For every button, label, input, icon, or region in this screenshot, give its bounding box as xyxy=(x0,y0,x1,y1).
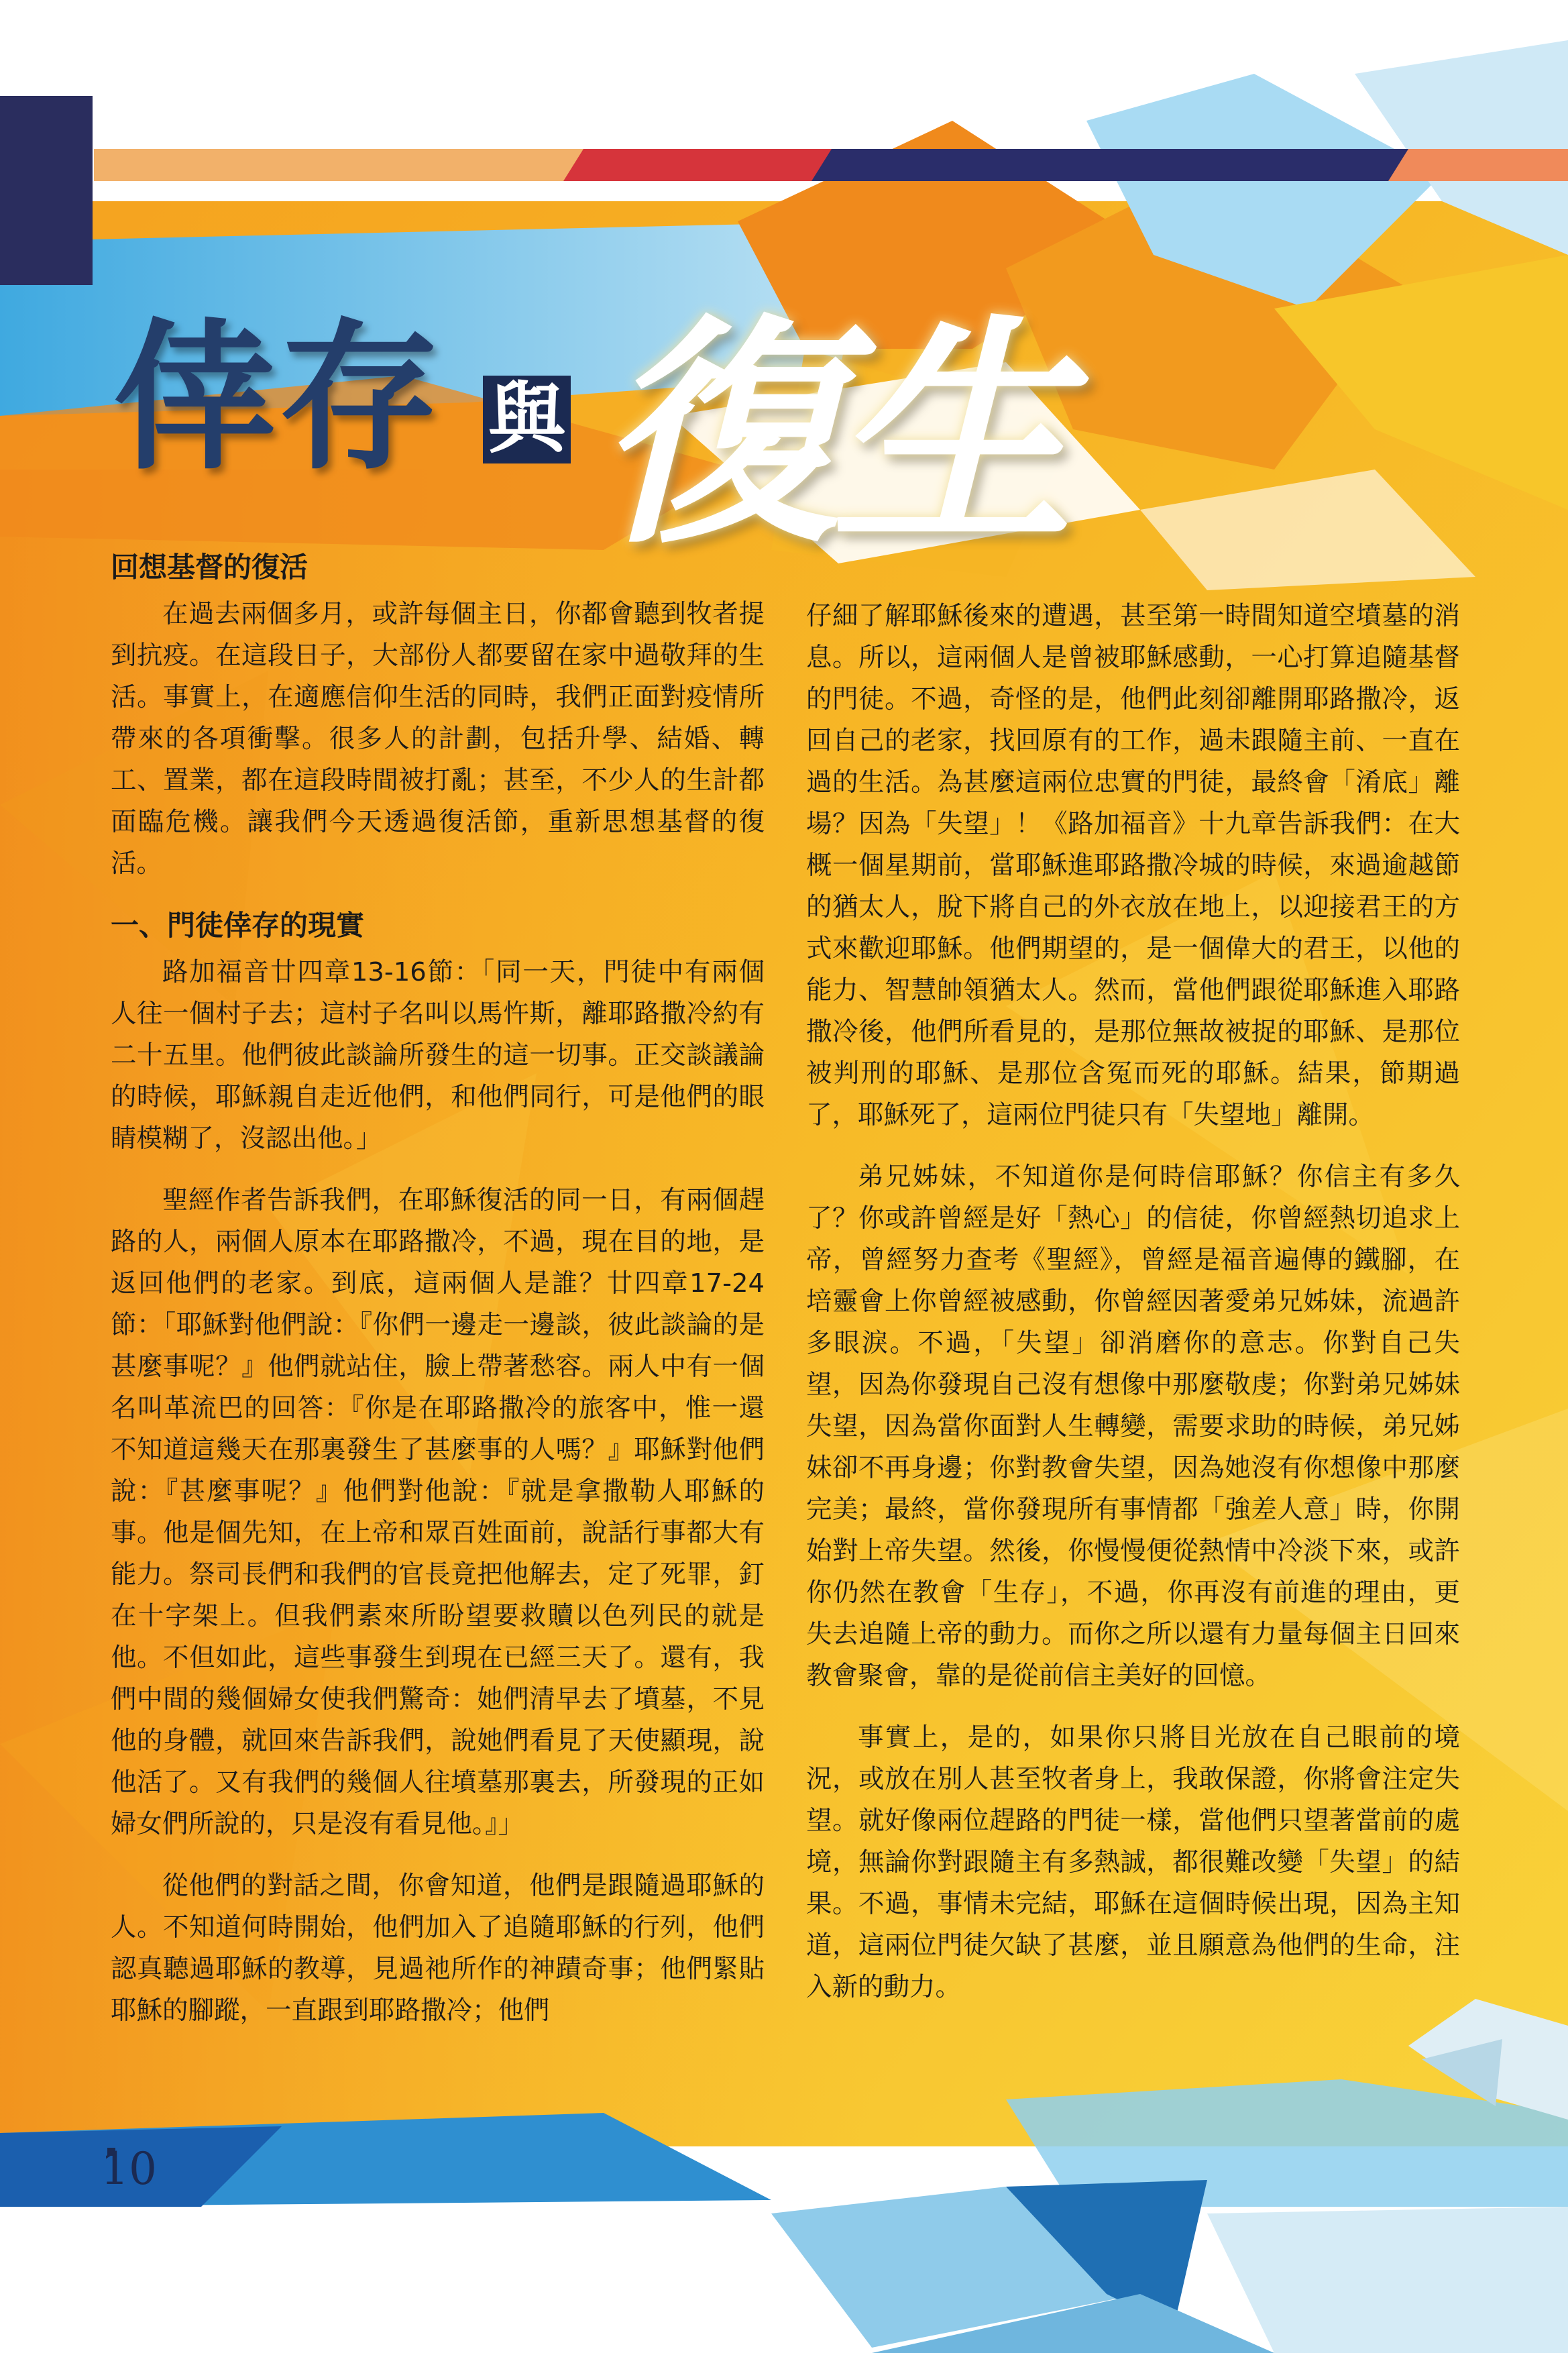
title-word-revival: 復生 xyxy=(597,292,1066,576)
title-word-survival: 倖存 xyxy=(114,304,445,492)
paragraph: 弟兄姊妹，不知道你是何時信耶穌？你信主有多久了？你或許曾經是好「熱心」的信徒，你曾經熱切追求上帝，曾經努力查考《聖經》，曾經是福音遍傳的鐵腳，在培靈會上你曾經被感動，你曾經因著愛弟兄姊妹，流過許多眼淚。不過，「失望」卻消磨你的意志。你對自己失望，因為你發現自己沒有想像中那麼敬虔；你對弟兄姊妹失望，因為當你面對人生轉變，需要求助的時候，弟兄姊妹卻不再身邊；你對教會失望，因為她沒有你想像中那麼完美；最終，當你發現所有事情都「強差人意」時，你開始對上帝失望。然後，你慢慢便從熱情中冷淡下來，或許你仍然在教會「生存」，不過，你再沒有前進的理由，更失去追隨上帝的動力。而你之所以還有力量每個主日回來教會聚會，靠的是從前信主美好的回憶。 xyxy=(806,1162,1460,1691)
article-column-right xyxy=(806,596,1460,2028)
paragraph: 事實上，是的，如果你只將目光放在自己眼前的境況，或放在別人甚至牧者身上，我敢保證，你將會注定失望。就好像兩位趕路的門徒一樣，當他們只望著當前的處境，無論你對跟隨主有多熱誠，都很難改變「失望」的結果。不過，事情未完結，耶穌在這個時候出現，因為主知道，這兩位門徒欠缺了甚麼，並且願意為他們的生命，注入新的動力。 xyxy=(806,1722,1460,2002)
paragraph: 聖經作者告訴我們，在耶穌復活的同一日，有兩個趕路的人，兩個人原本在耶路撒冷，不過，現在目的地，是返回他們的老家。到底，這兩個人是誰？廿四章17-24節：「耶穌對他們說：『你們一邊走一邊談，彼此談論的是甚麼事呢？』他們就站住，臉上帶著愁容。兩人中有一個名叫革流巴的回答：『你是在耶路撒冷的旅客中，惟一還不知道這幾天在那裏發生了甚麼事的人嗎？』耶穌對他們說：『甚麼事呢？』他們對他說：『就是拿撒勒人耶穌的事。他是個先知，在上帝和眾百姓面前，說話行事都大有能力。祭司長們和我們的官長竟把他解去，定了死罪，釘在十字架上。但我們素來所盼望要救贖以色列民的就是他。不但如此，這些事發生到現在已經三天了。還有，我們中間的幾個婦女使我們驚奇：她們清早去了墳墓，不見他的身體，就回來告訴我們，說她們看見了天使顯現，說他活了。又有我們的幾個人往墳墓那裏去，所發現的正如婦女們所說的，只是沒有看見他。』」 xyxy=(111,1185,765,1839)
paragraph: 從他們的對話之間，你會知道，他們是跟隨過耶穌的人。不知道何時開始，他們加入了追隨耶穌的行列，他們認真聽過耶穌的教導，見過祂所作的神蹟奇事；他們緊貼耶穌的腳蹤，一直跟到耶路撒冷；他們 xyxy=(111,1871,765,2026)
paragraph-intro: 在過去兩個多月，或許每個主日，你都會聽到牧者提到抗疫。在這段日子，大部份人都要留在家中過敬拜的生活。事實上，在適應信仰生活的同時，我們正面對疫情所帶來的各項衝擊。很多人的計劃，包括升學、結婚、轉工、置業，都在這段時間被打亂；甚至，不少人的生計都面臨危機。讓我們今天透過復活節，重新思想基督的復活。 xyxy=(111,599,765,879)
heading-intro: 回想基督的復活 xyxy=(111,551,309,584)
paragraph: 路加福音廿四章13-16節：「同一天，門徒中有兩個人往一個村子去；這村子名叫以馬忤斯，離耶路撒冷約有二十五里。他們彼此談論所發生的這一切事。正交談議論的時候，耶穌親自走近他們，和他們同行，可是他們的眼睛模糊了，沒認出他。」 xyxy=(111,957,765,1154)
paragraph-continued: 仔細了解耶穌後來的遭遇，甚至第一時間知道空墳墓的消息。所以，這兩個人是曾被耶穌感動，一心打算追隨基督的門徒。不過，奇怪的是，他們此刻卻離開耶路撒冷，返回自己的老家，找回原有的工作，過未跟隨主前、一直在過的生活。為甚麼這兩位忠實的門徒，最終會「淆底」離場？因為「失望」！《路加福音》十九章告訴我們：在大概一個星期前，當耶穌進耶路撒冷城的時候，來過逾越節的猶太人，脫下將自己的外衣放在地上，以迎接君王的方式來歡迎耶穌。他們期望的，是一個偉大的君王，以他的能力、智慧帥領猶太人。然而，當他們跟從耶穌進入耶路撒冷後，他們所看見的，是那位無故被捉的耶穌、是那位被判刑的耶穌、是那位含冤而死的耶穌。結果，節期過了，耶穌死了，這兩位門徒只有「失望地」離開。 xyxy=(806,601,1460,1130)
heading-section-1: 一、門徒倖存的現實 xyxy=(111,909,365,942)
page-number: 10 xyxy=(101,2143,157,2195)
title-connector: 與 xyxy=(483,376,571,463)
article-column-left xyxy=(111,547,765,2052)
